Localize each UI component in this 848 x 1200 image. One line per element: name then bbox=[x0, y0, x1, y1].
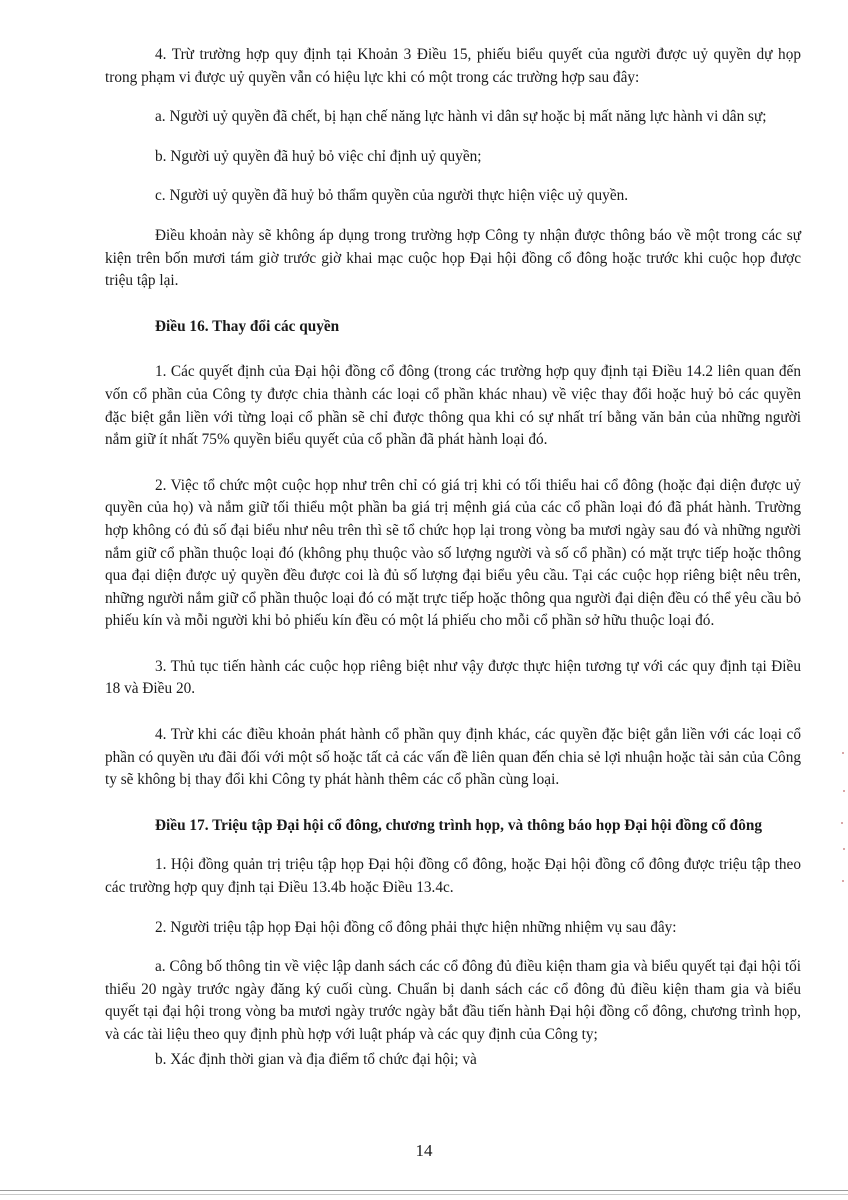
article-16-clause-1: 1. Các quyết định của Đại hội đồng cổ đông (trong các trường hợp quy định tại Điều 14.2 liên quan đến vốn cổ phần của Công ty được chia thành các loại cổ phần khác nhau) về việc thay đổi hoặc huỷ bỏ các quyền đặc biệt gắn liền với từng loại cổ phần sẽ chỉ được thông qua khi có sự nhất trí bằng văn bản của những người nắm giữ ít nhất 75% quyền biểu quyết của cổ phần đã phát hành loại đó. bbox=[105, 363, 801, 449]
article-16-clause-3: 3. Thủ tục tiến hành các cuộc họp riêng biệt như vậy được thực hiện tương tự với các quy định tại Điều 18 và Điều 20. bbox=[105, 657, 801, 698]
paragraph-note: Điều khoản này sẽ không áp dụng trong trường hợp Công ty nhận được thông báo về một trong các sự kiện trên bốn mươi tám giờ trước giờ khai mạc cuộc họp Đại hội đồng cổ đông hoặc trước khi cuộc họp được triệu tập lại. bbox=[105, 226, 801, 290]
page-number: 14 bbox=[415, 1141, 433, 1160]
edge-scan-mark bbox=[842, 880, 844, 882]
edge-scan-mark bbox=[841, 822, 843, 824]
article-16-heading: Điều 16. Thay đổi các quyền bbox=[155, 317, 340, 335]
article-16-clause-4: 4. Trừ khi các điều khoản phát hành cổ phần quy định khác, các quyền đặc biệt gắn liền với các loại cổ phần có quyền ưu đãi đối với một số hoặc tất cả các vấn đề liên quan đến chia sẻ lợi nhuận hoặc tài sản của Công ty sẽ không bị thay đổi khi Công ty phát hành thêm các cổ phần cùng loại. bbox=[105, 726, 801, 789]
article-17-heading: Điều 17. Triệu tập Đại hội cổ đông, chương trình họp, và thông báo họp Đại hội đồng cổ đông bbox=[155, 816, 762, 834]
edge-scan-mark bbox=[843, 790, 845, 792]
paragraph-item-c: c. Người uỷ quyền đã huỷ bỏ thẩm quyền của người thực hiện việc uỷ quyền. bbox=[155, 187, 629, 205]
bottom-border-line-secondary bbox=[0, 1194, 848, 1195]
article-17-item-b: b. Xác định thời gian và địa điểm tổ chức đại hội; và bbox=[155, 1050, 477, 1068]
bottom-border-line bbox=[0, 1190, 848, 1191]
paragraph-clause-4: 4. Trừ trường hợp quy định tại Khoản 3 Điều 15, phiếu biểu quyết của người được uỷ quyền dự họp trong phạm vi được uỷ quyền vẫn có hiệu lực khi có một trong các trường hợp sau đây: bbox=[105, 46, 801, 86]
article-16-clause-2: 2. Việc tổ chức một cuộc họp như trên chỉ có giá trị khi có tối thiểu hai cổ đông (hoặc đại diện được uỷ quyền của họ) và nắm giữ tối thiểu một phần ba giá trị mệnh giá của các cổ phần loại đó đã phát hành. Trường hợp không có đủ số đại biểu như nêu trên thì sẽ tổ chức họp lại trong vòng ba mươi ngày sau đó và những người nắm giữ cổ phần thuộc loại đó (không phụ thuộc vào số lượng người và số cổ phần) có mặt trực tiếp hoặc thông qua đại diện được uỷ quyền đều được coi là đủ số lượng đại biểu yêu cầu. Tại các cuộc họp riêng biệt nêu trên, những người nắm giữ cổ phần thuộc loại đó có mặt trực tiếp hoặc thông qua người đại diện đều có thể yêu cầu bỏ phiếu kín và mỗi người khi bỏ phiếu kín đều có một lá phiếu cho mỗi cổ phần sở hữu thuộc loại đó. bbox=[105, 476, 801, 630]
article-17-clause-2: 2. Người triệu tập họp Đại hội đồng cổ đông phải thực hiện những nhiệm vụ sau đây: bbox=[155, 918, 677, 936]
paragraph-item-b: b. Người uỷ quyền đã huỷ bỏ việc chỉ định uỷ quyền; bbox=[155, 147, 482, 165]
edge-scan-mark bbox=[842, 752, 844, 754]
edge-scan-mark bbox=[843, 848, 845, 850]
paragraph-item-a: a. Người uỷ quyền đã chết, bị hạn chế năng lực hành vi dân sự hoặc bị mất năng lực hành vi dân sự; bbox=[155, 108, 767, 126]
article-17-clause-1: 1. Hội đồng quản trị triệu tập họp Đại hội đồng cổ đông, hoặc Đại hội đồng cổ đông được triệu tập theo các trường hợp quy định tại Điều 13.4b hoặc Điều 13.4c. bbox=[105, 856, 801, 897]
document-body bbox=[105, 44, 801, 1071]
article-17-item-a: a. Công bố thông tin về việc lập danh sách các cổ đông đủ điều kiện tham gia và biểu quyết tại đại hội tối thiểu 20 ngày trước ngày đăng ký cuối cùng. Chuẩn bị danh sách các cổ đông đủ điều kiện tham gia và biểu quyết tại đại hội trong vòng ba mươi ngày trước ngày bắt đầu tiến hành Đại hội đồng cổ đông, chương trình họp, và các tài liệu theo quy định phù hợp với luật pháp và các quy định của Công ty; bbox=[105, 958, 801, 1043]
